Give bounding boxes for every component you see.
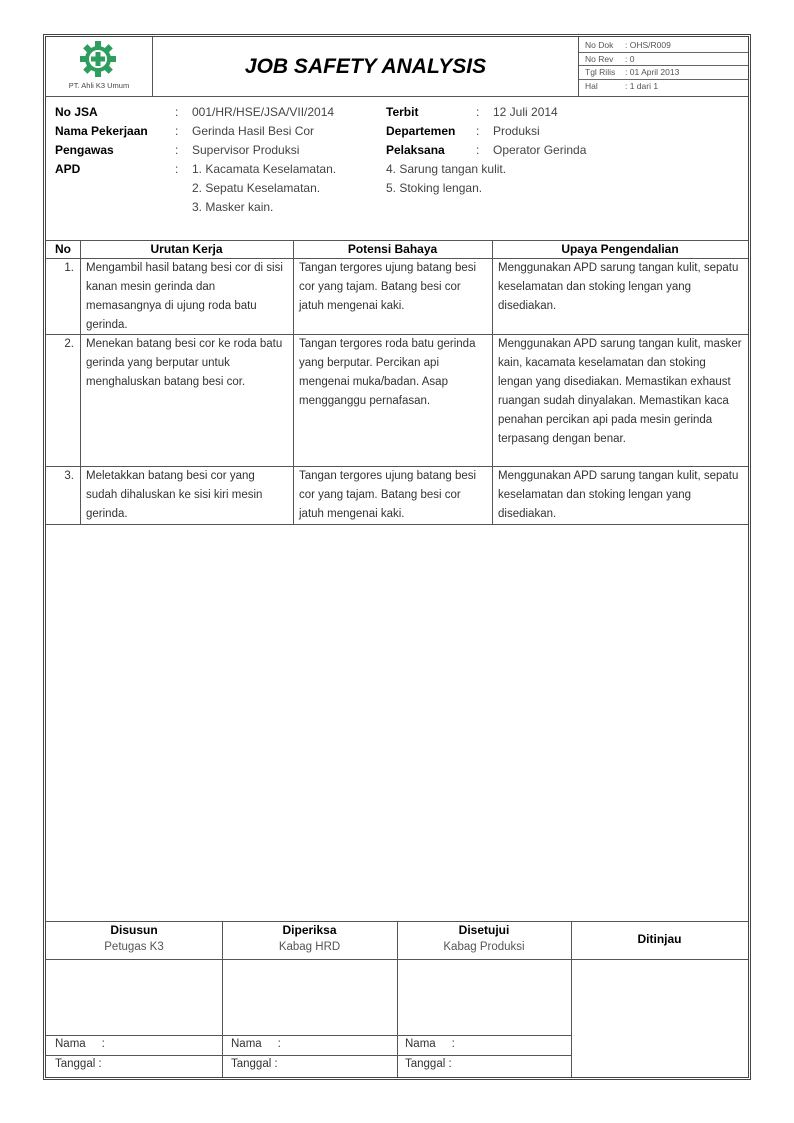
row-upaya: Menggunakan APD sarung tangan kulit, sepatu keselamatan dan stoking lengan yang disediakan. (498, 470, 739, 520)
company-name: PT. Ahli K3 Umum (68, 81, 130, 90)
apd-item: 3. Masker kain. (192, 200, 274, 214)
colon: : (476, 124, 480, 138)
tanggal-field: Tanggal : (231, 1058, 278, 1070)
doc-info-row (579, 53, 748, 67)
row-no: 1. (64, 262, 74, 274)
row-potensi: Tangan tergores ujung batang besi cor yang tajam. Batang besi cor jatuh mengenai kaki. (299, 262, 477, 312)
row-upaya: Menggunakan APD sarung tangan kulit, sepatu keselamatan dan stoking lengan yang disediakan. (498, 262, 739, 312)
row-urutan: Menekan batang besi cor ke roda batu gerinda yang berputar untuk menghaluskan batang besi cor. (86, 338, 283, 388)
apd-label: APD (55, 162, 81, 176)
document-title: JOB SAFETY ANALYSIS (153, 37, 578, 97)
nama-field: Nama : (231, 1038, 281, 1050)
disusun-role: Petugas K3 (104, 941, 164, 953)
document-frame (45, 36, 749, 1078)
no-jsa-label: No JSA (55, 105, 98, 119)
colon: : (476, 105, 480, 119)
nama-pekerjaan-label: Nama Pekerjaan (55, 124, 148, 138)
no-jsa-value: 001/HR/HSE/JSA/VII/2014 (192, 105, 335, 119)
doc-info-label: Hal (585, 80, 598, 91)
row-urutan: Mengambil hasil batang besi cor di sisi kanan mesin gerinda dan memasangnya di ujung roda batu gerinda. (86, 262, 283, 331)
header-upaya-pengendalian: Upaya Pengendalian (561, 242, 679, 256)
colon: : (175, 162, 179, 176)
doc-info-label: No Dok (585, 40, 614, 50)
doc-info-value: : OHS/R009 (625, 40, 671, 50)
row-urutan: Meletakkan batang besi cor yang sudah dihaluskan ke sisi kiri mesin gerinda. (86, 470, 263, 520)
disusun-title: Disusun (110, 923, 158, 937)
header-potensi-bahaya: Potensi Bahaya (347, 242, 438, 256)
ditinjau-title: Ditinjau (637, 932, 682, 946)
disetujui-role: Kabag Produksi (443, 941, 525, 953)
departemen-value: Produksi (493, 124, 540, 138)
header-urutan-kerja: Urutan Kerja (150, 242, 223, 256)
tanggal-field: Tanggal : (405, 1058, 452, 1070)
pelaksana-label: Pelaksana (386, 143, 445, 157)
pengawas-value: Supervisor Produksi (192, 143, 300, 157)
doc-info-value: : 0 (625, 53, 635, 64)
row-no: 2. (64, 338, 74, 350)
colon: : (175, 143, 179, 157)
diperiksa-title: Diperiksa (282, 923, 337, 937)
nama-field: Nama : (405, 1038, 455, 1050)
signature-table (46, 921, 748, 1077)
colon: : (175, 105, 179, 119)
doc-info-value: : 1 dari 1 (625, 80, 659, 91)
doc-info-row (579, 39, 748, 53)
pelaksana-value: Operator Gerinda (493, 143, 587, 157)
apd-item: 5. Stoking lengan. (386, 181, 483, 195)
tanggal-field: Tanggal : (55, 1058, 102, 1070)
jsa-table (46, 240, 748, 525)
doc-info-label: Tgl Rilis (585, 67, 616, 77)
terbit-label: Terbit (386, 105, 419, 119)
row-no: 3. (64, 470, 74, 482)
doc-info-row (579, 80, 748, 94)
doc-info-row (579, 66, 748, 80)
row-potensi: Tangan tergores ujung batang besi cor yang tajam. Batang besi cor jatuh mengenai kaki. (299, 470, 477, 520)
nama-pekerjaan-value: Gerinda Hasil Besi Cor (192, 124, 315, 138)
header-no: No (55, 242, 71, 256)
row-upaya: Menggunakan APD sarung tangan kulit, masker kain, kacamata keselamatan dan stoking lengan yang disediakan. Memastikan exhaust ruangan sudah dinyalakan. Memastikan kaca penahan percikan api pada mesin gerinda terpasang dengan benar. (498, 338, 742, 445)
doc-info-value: : 01 April 2013 (625, 67, 680, 77)
colon: : (175, 124, 179, 138)
apd-item: 1. Kacamata Keselamatan. (192, 162, 337, 176)
apd-item: 2. Sepatu Keselamatan. (192, 181, 321, 195)
disetujui-title: Disetujui (458, 923, 510, 937)
doc-info-label: No Rev (585, 53, 614, 64)
doc-info-block (578, 37, 748, 97)
logo-cell (46, 37, 153, 97)
diperiksa-role: Kabag HRD (278, 941, 341, 953)
nama-field: Nama : (55, 1038, 105, 1050)
row-potensi: Tangan tergores roda batu gerinda yang berputar. Percikan api mengenai muka/badan. Asap mengganggu pernafasan. (299, 338, 476, 407)
terbit-value: 12 Juli 2014 (493, 105, 558, 119)
colon: : (476, 143, 480, 157)
pengawas-label: Pengawas (55, 143, 114, 157)
departemen-label: Departemen (386, 124, 456, 138)
apd-item: 4. Sarung tangan kulit. (386, 162, 507, 176)
company-logo-gear-icon (79, 40, 117, 78)
